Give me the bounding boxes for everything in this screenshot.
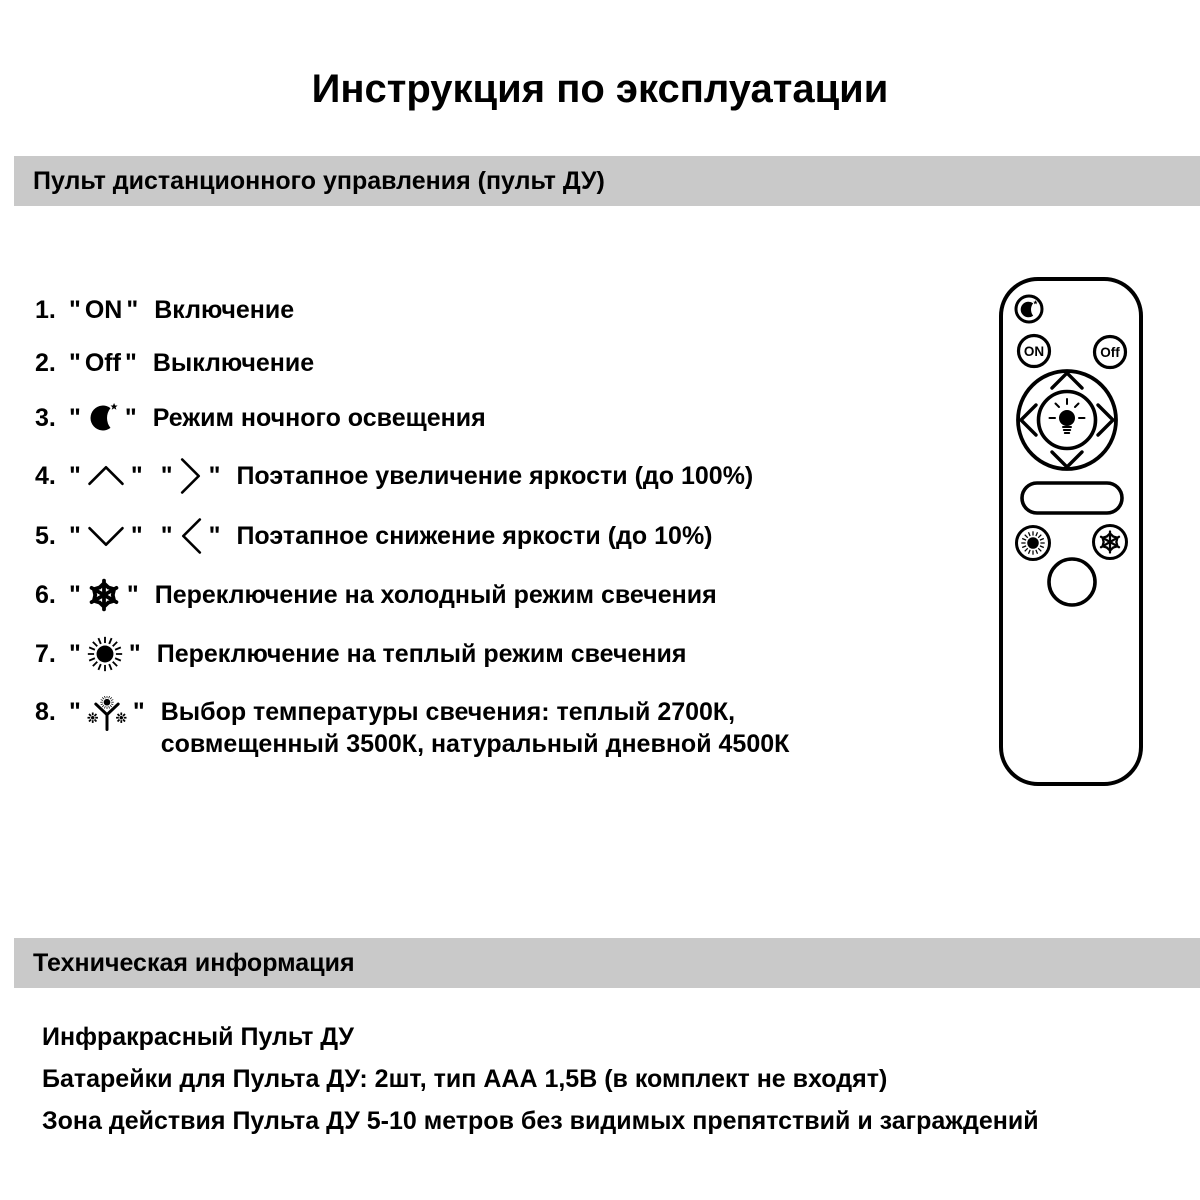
item-number: 4. (35, 461, 56, 490)
item-number: 8. (35, 698, 56, 726)
quote-mark: " (69, 461, 81, 490)
list-item-night-mode (35, 402, 965, 434)
item-description: Выключение (152, 349, 315, 377)
item-description: Режим ночного освещения (152, 403, 486, 432)
quote-mark: " (130, 461, 143, 490)
svg-text:Off: Off (1100, 345, 1120, 360)
quote-mark: " (126, 580, 139, 609)
warm-sun-icon (87, 636, 123, 672)
item-description (161, 696, 790, 760)
quote-mark: " (69, 580, 81, 609)
quote-mark: " (69, 296, 81, 324)
list-item-off (35, 349, 965, 378)
list-item-on (35, 296, 965, 325)
snowflake-icon (87, 578, 121, 612)
item-description-line2: совмещенный 3500К, натуральный дневной 4500К (160, 730, 790, 758)
list-item-cold-mode (35, 578, 965, 612)
technical-info (42, 1016, 1182, 1142)
quote-mark: " (69, 349, 81, 377)
quote-mark: " (69, 521, 81, 550)
quote-mark: " (160, 461, 173, 490)
remote-illustration (998, 276, 1145, 793)
quote-mark: " (69, 403, 81, 432)
section-header-technical (14, 938, 1200, 988)
chevron-down-icon (87, 525, 125, 547)
quote-mark: " (208, 461, 221, 490)
quote-mark: " (124, 349, 137, 377)
page-title: Инструкция по эксплуатации (311, 67, 889, 111)
quote-mark: " (124, 403, 137, 432)
quote-mark: " (132, 698, 145, 726)
remote-buttons-list (35, 296, 965, 784)
svg-text:ON: ON (1023, 344, 1045, 359)
color-temp-select-icon (87, 696, 127, 732)
tech-line: Зона действия Пульта ДУ 5-10 метров без видимых препятствий и заграждений (42, 1107, 1039, 1135)
quote-mark: " (130, 521, 143, 550)
item-description: Поэтапное снижение яркости (до 10%) (236, 521, 713, 550)
item-number: 6. (35, 580, 56, 609)
moon-icon (87, 402, 119, 434)
quote-mark: " (208, 521, 221, 550)
quote-mark: " (160, 521, 173, 550)
item-number: 3. (35, 403, 56, 432)
quote-mark: " (69, 639, 81, 668)
tech-line: Батарейки для Пульта ДУ: 2шт, тип ААА 1,5В (в комплект не входят) (42, 1065, 888, 1093)
chevron-up-icon (87, 465, 125, 487)
chevron-right-icon (179, 458, 203, 494)
quote-mark: " (128, 639, 141, 668)
list-item-brightness-up (35, 458, 965, 494)
item-description: Поэтапное увеличение яркости (до 100%) (236, 461, 754, 490)
item-description-line1: Выбор температуры свечения: теплый 2700К, (160, 698, 736, 726)
item-number: 2. (35, 349, 56, 377)
item-description: Переключение на холодный режим свечения (154, 580, 717, 609)
item-description: Включение (154, 296, 295, 324)
off-label: Off (84, 349, 121, 377)
item-number: 5. (35, 521, 56, 550)
quote-mark: " (69, 698, 81, 726)
item-description: Переключение на теплый режим свечения (156, 639, 687, 668)
quote-mark: " (126, 296, 139, 324)
remote-warm-button (1017, 527, 1050, 560)
item-number: 7. (35, 639, 56, 668)
list-item-brightness-down (35, 518, 965, 554)
section-heading-technical-label: Техническая информация (33, 948, 355, 977)
tech-line: Инфракрасный Пульт ДУ (42, 1023, 354, 1051)
list-item-warm-mode (35, 636, 965, 672)
list-item-color-temp (35, 696, 965, 760)
on-label: ON (84, 296, 123, 324)
chevron-left-icon (179, 518, 203, 554)
item-number: 1. (35, 296, 56, 324)
section-heading-remote-label: Пульт дистанционного управления (пульт ДУ) (33, 166, 605, 195)
section-header-remote (14, 156, 1200, 206)
